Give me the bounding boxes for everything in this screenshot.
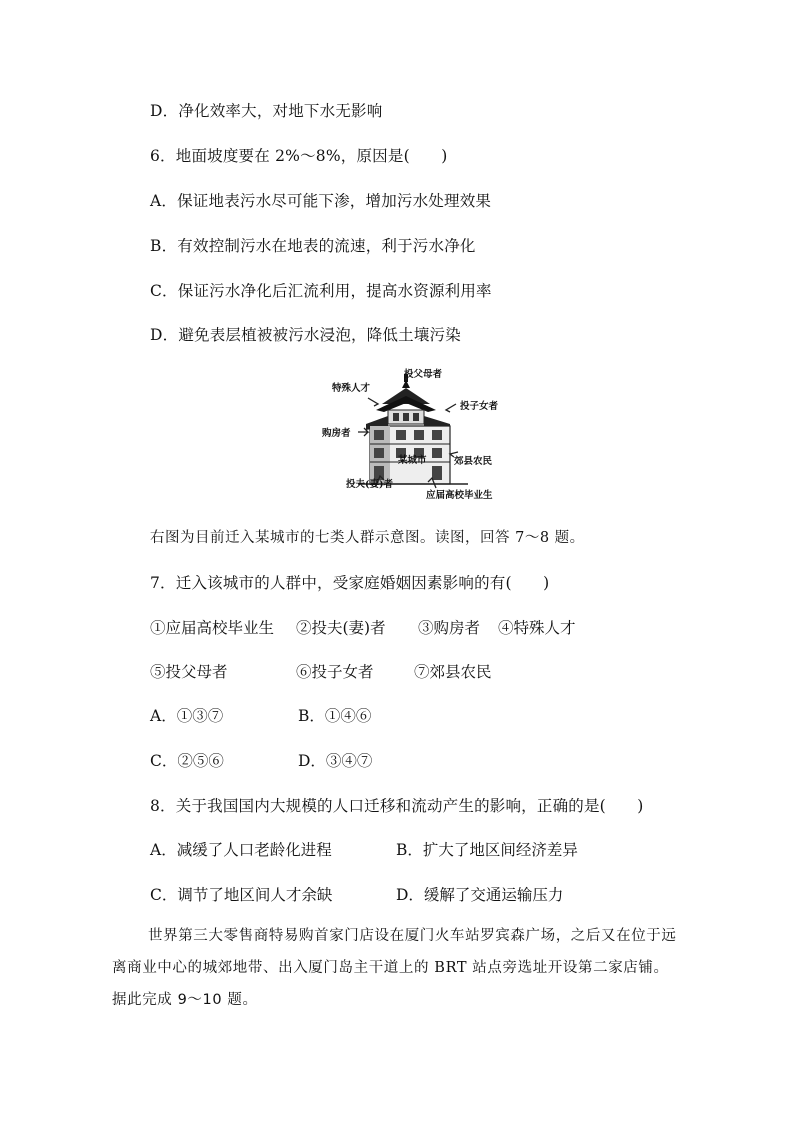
label-city: 某城市 [398,455,427,466]
question-8-option-c: C．调节了地区间人才余缺 [150,886,333,904]
passage-9-10 [112,920,678,1016]
migration-figure [318,366,504,504]
question-7-item-3: ③购房者 [418,619,481,637]
question-6-option-c: C．保证污水净化后汇流利用，提高水资源利用率 [150,282,492,300]
question-7-item-7: ⑦郊县农民 [414,663,492,681]
question-7-item-4: ④特殊人才 [498,619,576,637]
question-8-option-b: B．扩大了地区间经济差异 [396,841,578,859]
passage-instruction: 据此完成 9～10 题。 [112,992,258,1008]
question-7-option-d: D．③④⑦ [298,752,373,770]
question-7-item-2: ②投夫(妻)者 [296,619,386,637]
question-6-option-d: D．避免表层植被被污水浸泡，降低土壤污染 [150,326,461,344]
question-6-stem: 6．地面坡度要在 2%～8%，原因是( ) [150,147,448,165]
question-5-option-d: D．净化效率大，对地下水无影响 [150,102,383,120]
label-spouse: 投夫(妻)者 [346,479,393,490]
label-graduates: 应届高校毕业生 [426,490,493,501]
question-7-option-c: C．②⑤⑥ [150,752,224,770]
label-special-talent: 特殊人才 [332,383,371,394]
label-parents: 投父母者 [404,369,443,380]
label-home-buyer: 购房者 [322,428,351,439]
question-7-option-b: B．①④⑥ [298,707,372,725]
intro-7-8: 右图为目前迁入某城市的七类人群示意图。读图，回答 7～8 题。 [150,530,585,546]
passage-text: 世界第三大零售商特易购首家门店设在厦门火车站罗宾森广场，之后又在位于远离商业中心的城郊地带、出入厦门岛主干道上的 BRT 站点旁选址开设第二家店铺。 [112,928,677,976]
question-8-stem: 8．关于我国国内大规模的人口迁移和流动产生的影响，正确的是( ) [150,797,644,815]
question-7-option-a: A．①③⑦ [150,707,224,725]
label-rural: 郊县农民 [454,456,493,467]
question-7-item-5: ⑤投父母者 [150,663,228,681]
question-6-option-a: A．保证地表污水尽可能下渗，增加污水处理效果 [150,192,492,210]
question-7-stem: 7．迁入该城市的人群中，受家庭婚姻因素影响的有( ) [150,574,550,592]
question-8-option-d: D．缓解了交通运输压力 [396,886,564,904]
label-children: 投子女者 [460,401,499,412]
question-8-option-a: A．减缓了人口老龄化进程 [150,841,332,859]
question-7-item-1: ①应届高校毕业生 [150,619,275,637]
question-6-option-b: B．有效控制污水在地表的流速，利于污水净化 [150,237,476,255]
question-7-item-6: ⑥投子女者 [296,663,374,681]
